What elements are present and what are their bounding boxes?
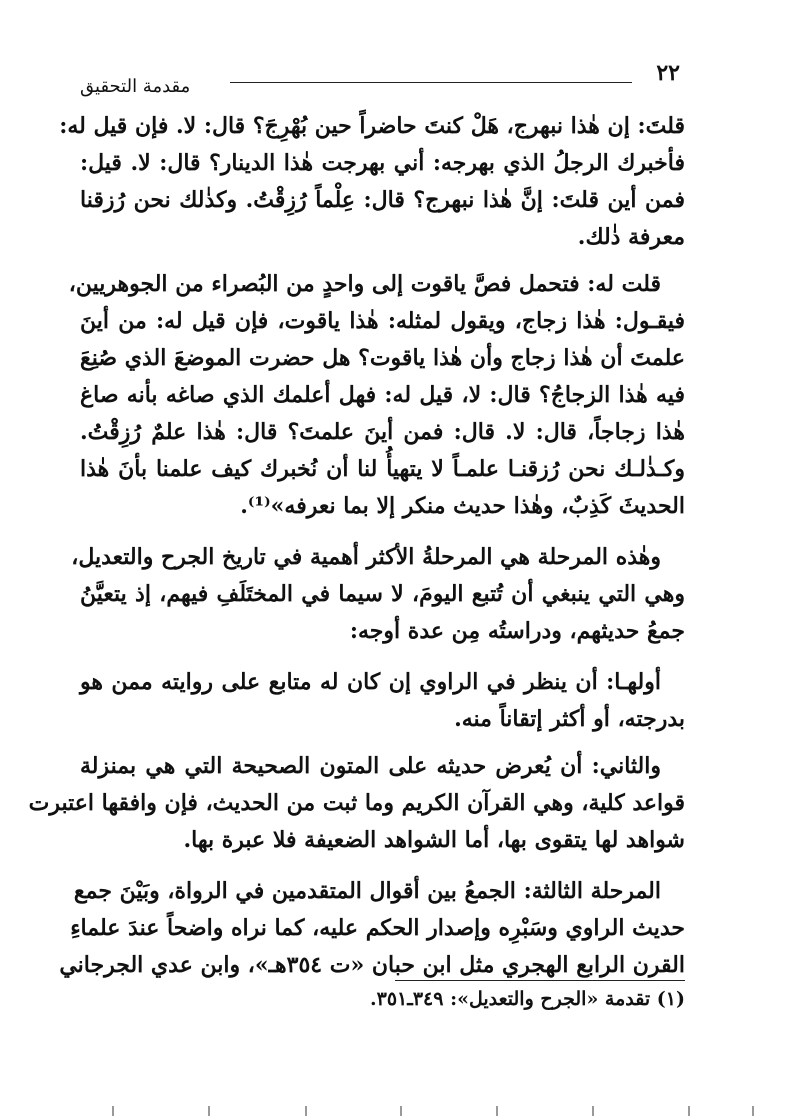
text-line: قلت له: فتحمل فصَّ ياقوت إلى واحدٍ من البُصراء من الجوهريين، xyxy=(68,271,661,297)
paragraph-5 xyxy=(28,748,685,859)
text-line: فيقـول: هٰذا زجاج، ويقول لمثله: هٰذا ياقوت، فإن قيل له: من أينَ xyxy=(80,308,685,334)
text-line: بدرجته، أو أكثر إتقاناً منه. xyxy=(454,706,685,732)
text-line: أولهـا: أن ينظر في الراوي إن كان له متابع على روايته ممن هو xyxy=(80,669,661,695)
text-line: القرن الرابع الهجري مثل ابن حبان «ت ٣٥٤هـ»، وابن عدي الجرجاني xyxy=(59,952,685,978)
footnote: (١) تقدمة «الجرح والتعديل»: ٣٤٩ـ٣٥١. xyxy=(370,988,685,1010)
text-line: الحديثَ كَذِبٌ، وهٰذا حديث منكر إلا بما نعرفه»⁽¹⁾. xyxy=(240,493,685,519)
text-line: قلتَ: إن هٰذا نبهرج، هَلْ كنتَ حاضراً حين بُهْرِجَ؟ قال: لا. فإن قيل له: xyxy=(59,113,685,139)
text-line: المرحلة الثالثة: الجمعُ بين أقوال المتقدمين في الرواة، وبَيْنَ جمع xyxy=(73,878,661,904)
text-line: والثاني: أن يُعرض حديثه على المتون الصحيحة التي هي بمنزلة xyxy=(80,753,661,779)
header-title: مقدمة التحقيق xyxy=(80,76,191,97)
text-line: حديث الراوي وسَبْرِه وإصدار الحكم عليه، كما نراه واضحاً عندَ علماءِ xyxy=(70,915,685,941)
header-rule xyxy=(230,82,632,83)
footnote-rule xyxy=(395,980,685,981)
text-line: وهٰذه المرحلة هي المرحلةُ الأكثر أهمية في تاريخ الجرح والتعديل، xyxy=(71,544,661,570)
text-line: هٰذا زجاجاً، قال: لا. قال: فمن أينَ علمتَ؟ قال: هٰذا علمٌ رُزِقْتُ. xyxy=(80,419,685,445)
running-header xyxy=(80,60,680,100)
text-line: فيه هٰذا الزجاجُ؟ قال: لا، قيل له: فهل أعلمك الذي صاغه بأنه صاغ xyxy=(80,382,685,408)
page-number: ٢٢ xyxy=(656,60,680,86)
text-line: علمتَ أن هٰذا زجاج وأن هٰذا ياقوت؟ هل حضرت الموضعَ الذي صُنِعَ xyxy=(80,345,685,371)
paragraph-4 xyxy=(80,664,685,738)
paragraph-1 xyxy=(59,108,685,256)
text-line: معرفة ذٰلك. xyxy=(577,224,685,250)
text-line: جمعُ حديثهم، ودراستُه مِن عدة أوجه: xyxy=(349,618,685,644)
scan-artifacts xyxy=(100,1102,760,1116)
paragraph-2 xyxy=(68,266,685,525)
text-line: وهي التي ينبغي أن تُتبع اليومَ، لا سيما في المختَلَفِ فيهم، إذ يتعيَّنُ xyxy=(80,581,685,607)
text-line: شواهد لها يتقوى بها، أما الشواهد الضعيفة فلا عبرة بها. xyxy=(183,827,685,853)
paragraph-6 xyxy=(59,873,685,984)
text-line: قواعد كلية، وهي القرآن الكريم وما ثبت من الحديث، فإن وافقها اعتبرت xyxy=(28,790,685,816)
text-line: فمن أين قلتَ: إنَّ هٰذا نبهرج؟ قال: عِلْماً رُزِقْتُ. وكذٰلك نحن رُزقنا xyxy=(80,187,685,213)
body-text xyxy=(28,108,685,984)
text-line: فأخبرك الرجلُ الذي بهرجه: أني بهرجت هٰذا الدينار؟ قال: لا. قيل: xyxy=(80,150,685,176)
paragraph-3 xyxy=(71,539,685,650)
text-line: وكـذٰلـك نحن رُزقنـا علمـاً لا يتهيأُ لنا أن نُخبرك كيف علمنا بأنَ هٰذا xyxy=(80,456,685,482)
